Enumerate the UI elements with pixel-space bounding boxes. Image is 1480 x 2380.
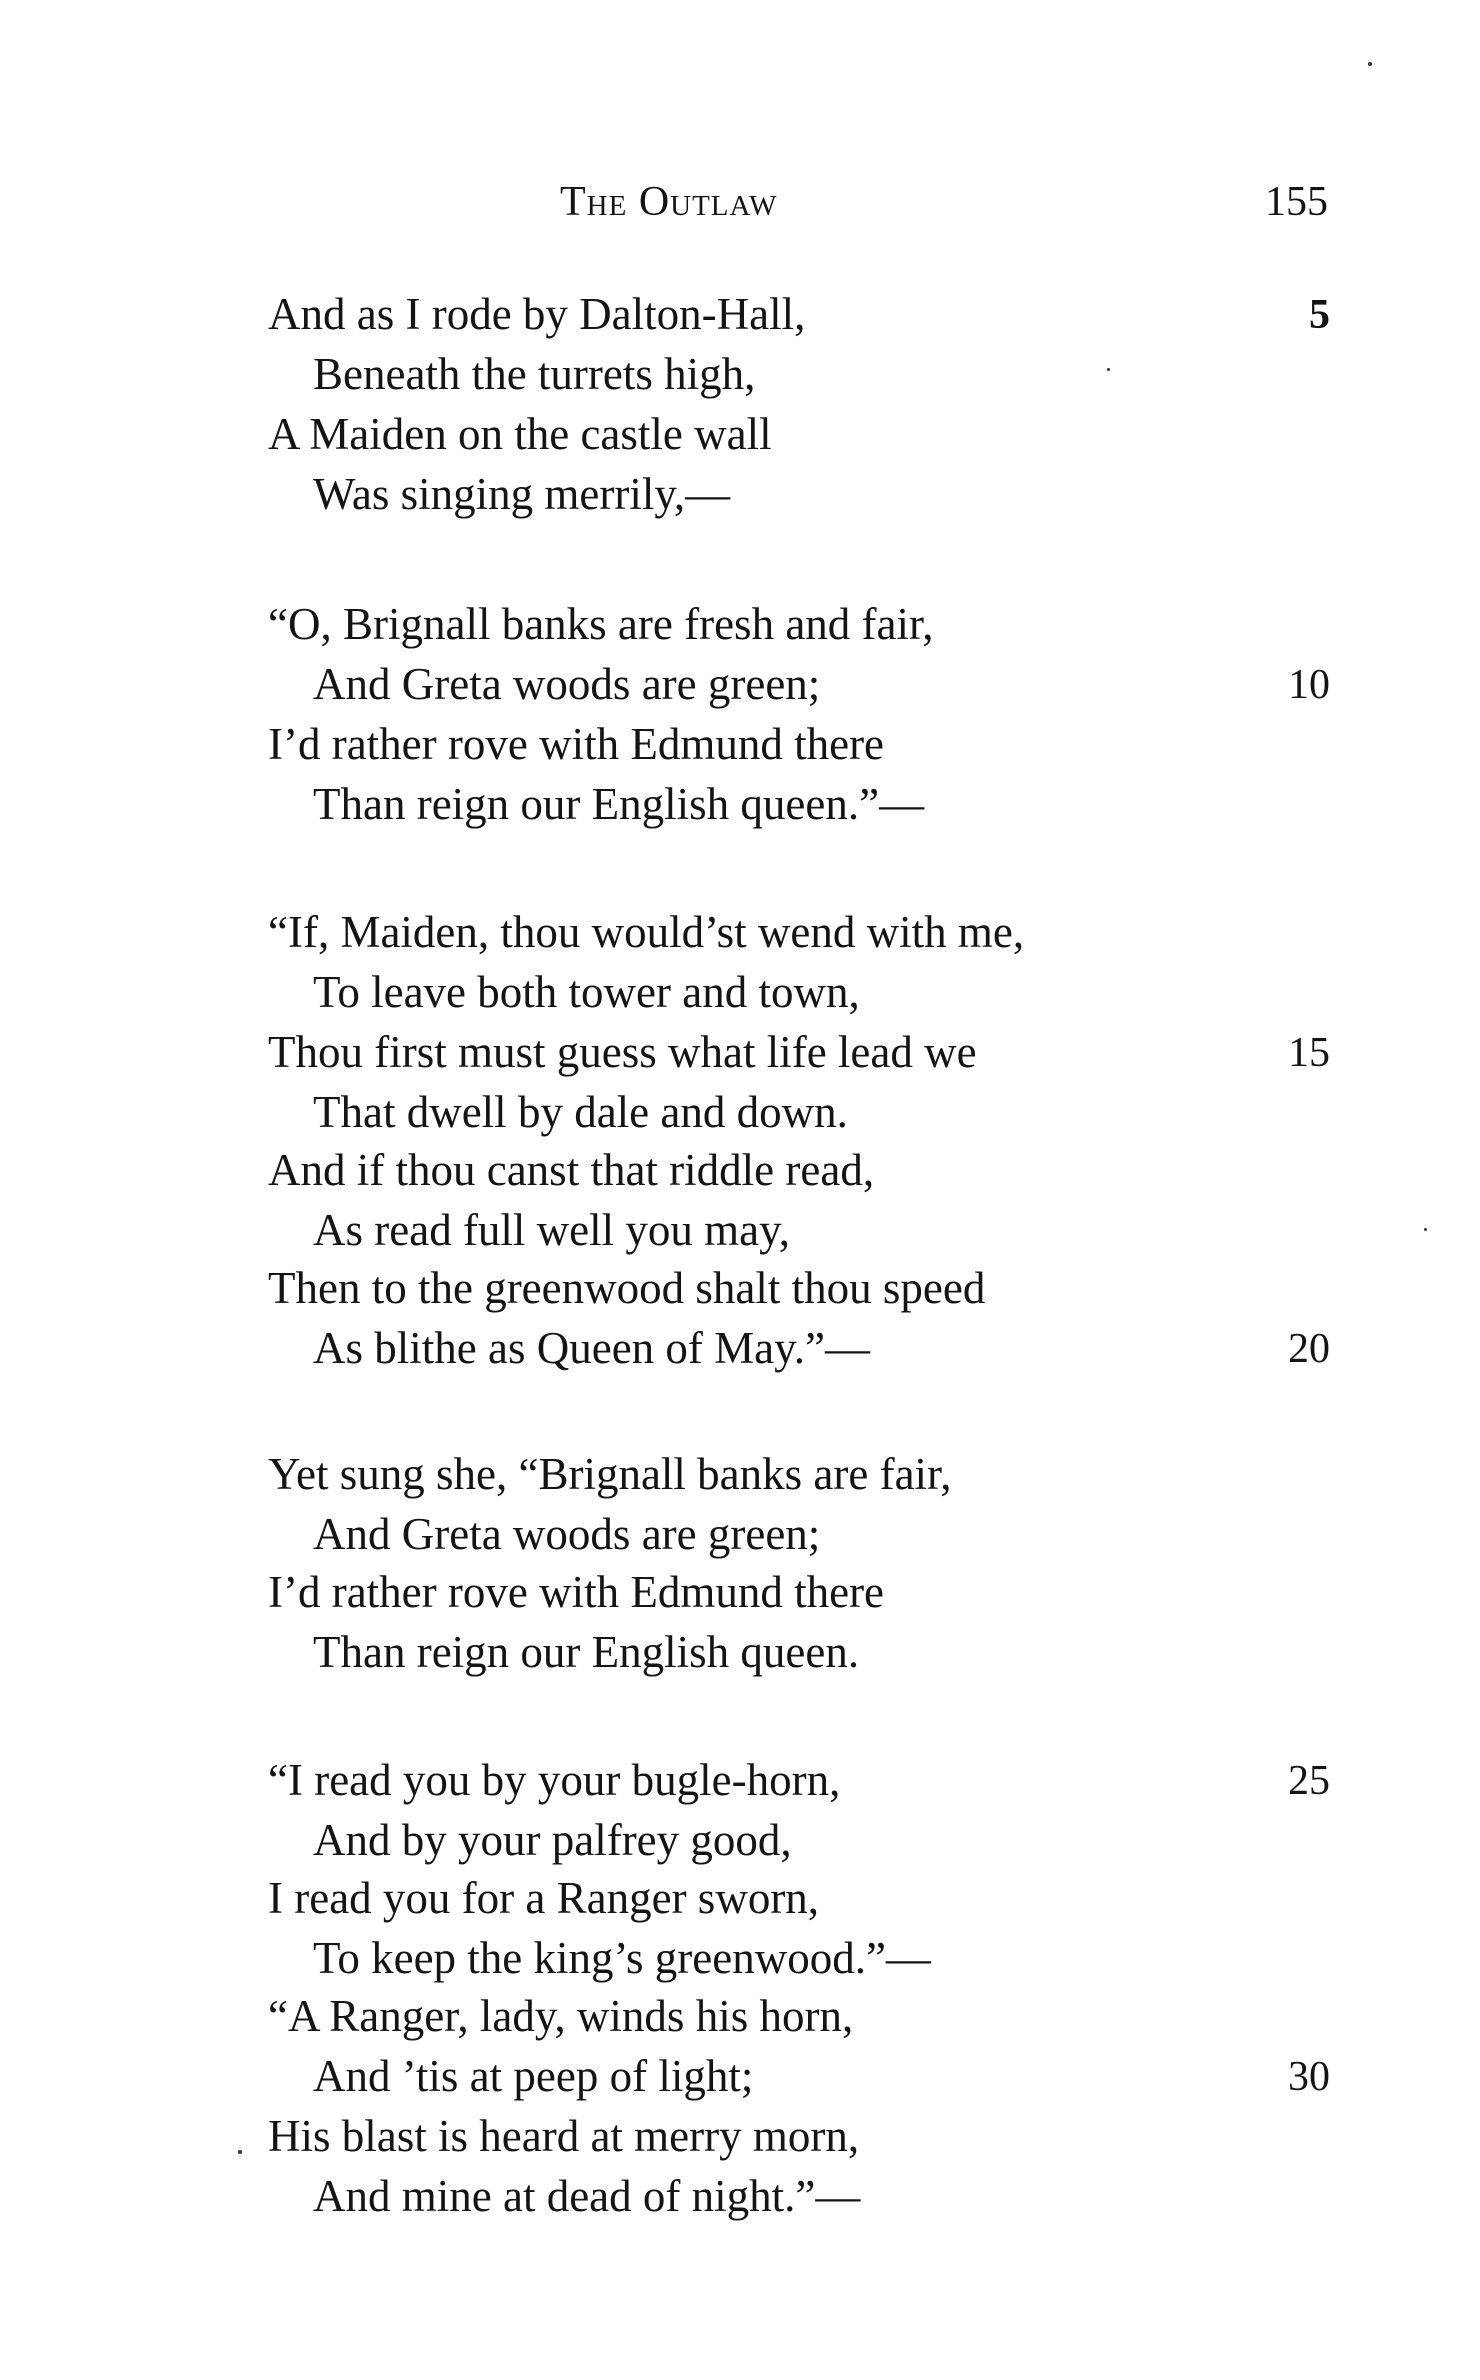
print-speck	[238, 2150, 242, 2154]
poem-line: Beneath the turrets high,	[313, 349, 756, 399]
poem-line: As blithe as Queen of May.”—	[313, 1323, 870, 1373]
poem-line: And ’tis at peep of light;	[313, 2051, 754, 2101]
line-number: 5	[1309, 292, 1330, 338]
poem-line: Than reign our English queen.	[313, 1627, 860, 1677]
print-speck	[1107, 368, 1110, 371]
poem-line: “O, Brignall banks are fresh and fair,	[268, 599, 934, 649]
poem-line: I’d rather rove with Edmund there	[268, 1567, 885, 1617]
poem-line: As read full well you may,	[313, 1205, 790, 1255]
poem-line: Then to the greenwood shalt thou speed	[268, 1263, 986, 1313]
poem-line: “I read you by your bugle-horn,	[268, 1755, 841, 1805]
line-number: 20	[1288, 1326, 1330, 1372]
poem-line: To keep the king’s greenwood.”—	[313, 1933, 931, 1983]
print-speck	[1424, 1228, 1427, 1231]
poem-line: And Greta woods are green;	[313, 659, 821, 709]
running-title: The Outlaw	[560, 179, 778, 225]
poem-line: Than reign our English queen.”—	[313, 779, 925, 829]
poem-line: His blast is heard at merry morn,	[268, 2111, 860, 2161]
poem-line: I’d rather rove with Edmund there	[268, 719, 885, 769]
poem-line: “If, Maiden, thou would’st wend with me,	[268, 907, 1025, 957]
poem-line: To leave both tower and town,	[313, 967, 860, 1017]
poem-line: And Greta woods are green;	[313, 1509, 821, 1559]
poem-line: I read you for a Ranger sworn,	[268, 1873, 820, 1923]
poem-line: Was singing merrily,—	[313, 469, 731, 519]
line-number: 10	[1288, 662, 1330, 708]
poem-line: Thou first must guess what life lead we	[268, 1027, 977, 1077]
poem-line: “A Ranger, lady, winds his horn,	[268, 1991, 854, 2041]
poem-line: And if thou canst that riddle read,	[268, 1145, 875, 1195]
poem-line: A Maiden on the castle wall	[268, 409, 772, 459]
print-speck	[1368, 62, 1372, 66]
line-number: 30	[1288, 2054, 1330, 2100]
line-number: 25	[1288, 1758, 1330, 1804]
poem-line: And by your palfrey good,	[313, 1815, 792, 1865]
poem-line: Yet sung she, “Brignall banks are fair,	[268, 1449, 952, 1499]
poem-line: And mine at dead of night.”—	[313, 2171, 861, 2221]
poem-line: That dwell by dale and down.	[313, 1087, 848, 1137]
poem-line: And as I rode by Dalton-Hall,	[268, 289, 806, 339]
page-number: 155	[1265, 179, 1328, 225]
line-number: 15	[1288, 1030, 1330, 1076]
